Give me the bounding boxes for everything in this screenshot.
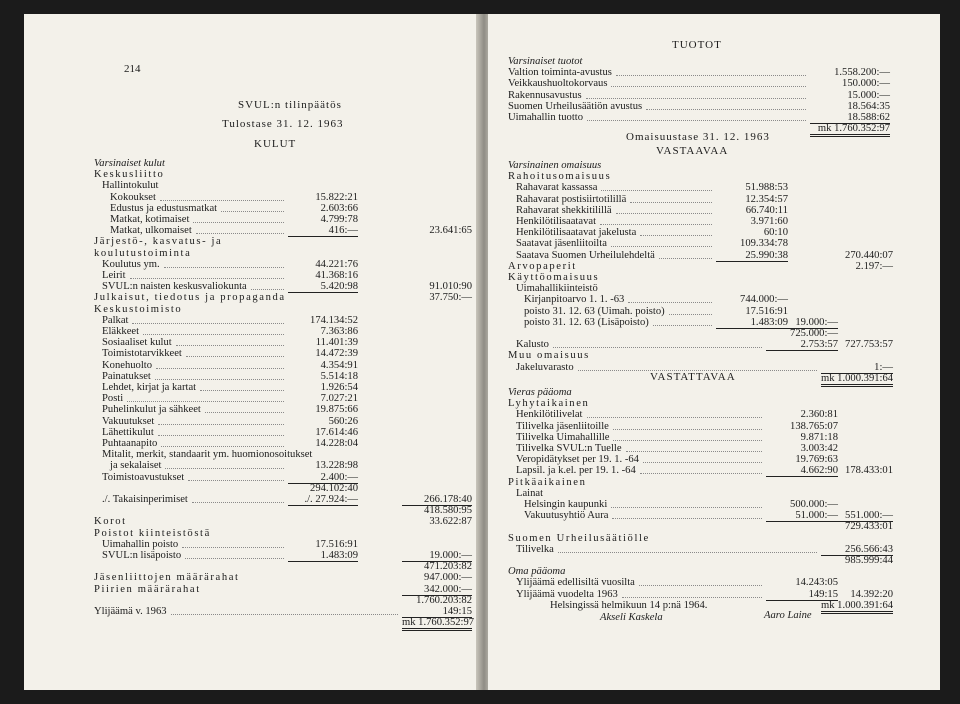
row-label: Piirien määrärahat (94, 583, 201, 595)
amount-c1: 744.000:— (740, 294, 788, 306)
leader-dots (628, 302, 712, 303)
amount-c3: 551.000:— (821, 510, 893, 522)
row-label: Tilivelka jäsenliitoille (516, 420, 609, 432)
leader-dots (196, 233, 284, 234)
amount-c2: 41.368:16 (315, 270, 358, 281)
row-label: koulutustoiminta (94, 247, 192, 259)
leader-dots (205, 412, 284, 413)
row-label: Veikkaushuoltokorvaus (508, 78, 608, 90)
amount-c1: 60:10 (763, 227, 788, 239)
row-label: Toimistoavustukset (102, 471, 185, 483)
leader-dots (630, 202, 712, 203)
leader-dots (616, 213, 712, 214)
liabilities-heading: VASTATTAVAA (650, 371, 736, 383)
amount-c2: ./. 27.924:— (288, 494, 358, 506)
income-statement-title: Tulostase 31. 12. 1963 (222, 118, 344, 130)
row-label: Puhtaanapito (102, 438, 158, 449)
leader-dots (158, 435, 284, 436)
row-label: Tilivelka Uimahallille (516, 431, 610, 443)
leader-dots (132, 323, 284, 324)
amount-c3: 150.000:— (842, 78, 890, 90)
row-label: Vakuutukset (102, 415, 155, 427)
amount-c2: 4.354:91 (320, 359, 358, 371)
income-heading: TUOTOT (672, 39, 722, 51)
leader-dots (186, 356, 284, 357)
row-label: Matkat, ulkomaiset (110, 225, 192, 237)
amount-c3: 342.000:— (402, 584, 472, 596)
leader-dots (558, 552, 817, 553)
leader-dots (669, 314, 712, 315)
row-label: Valtion toiminta-avustus (508, 67, 612, 79)
row-label: Puhelinkulut ja sähkeet (102, 404, 201, 416)
amount-c2: 2.360:81 (800, 409, 838, 421)
row-label: Korot (94, 516, 127, 528)
leader-dots (165, 468, 284, 469)
amount-c3: 91.010:90 (429, 281, 472, 293)
row-label: Kirjanpitoarvo 1. 1. -63 (524, 294, 625, 306)
row-label: Lyhytaikainen (508, 398, 590, 410)
expenses-heading: KULUT (254, 138, 297, 150)
row-label: Vieras pääoma (508, 387, 572, 398)
leader-dots (200, 390, 284, 391)
row-label: Konehuolto (102, 359, 153, 371)
amount-c3: 266.178:40 (402, 494, 472, 506)
row-label: Keskusliitto (94, 169, 165, 181)
amount-c3: mk 1.000.391:64 (821, 373, 893, 387)
amount-c3: 1:— (821, 362, 893, 374)
leader-dots (611, 246, 712, 247)
row-label: Henkilötilisaatavat (516, 216, 597, 227)
leader-dots (643, 462, 762, 463)
leader-dots (188, 480, 284, 481)
amount-c3: 727.753:57 (845, 339, 893, 351)
amount-c2: 1.483:09 (288, 550, 358, 562)
row-label: Rahoitusomaisuus (508, 171, 612, 183)
row-label: Rakennusavustus (508, 89, 582, 101)
leader-dots (127, 401, 284, 402)
amount-c2: 17.614:46 (315, 426, 358, 438)
row-label: Suomen Urheilusäätiön avustus (508, 100, 643, 112)
row-label: Lähettikulut (102, 426, 154, 438)
row-label: Arvopaperit (508, 260, 577, 272)
leader-dots (586, 98, 806, 99)
row-label: Kalusto (516, 339, 549, 351)
row-label: Ylijäämä edellisiltä vuosilta (516, 577, 635, 589)
leader-dots (182, 547, 284, 548)
amount-c2: 44.221:76 (315, 258, 358, 270)
row-label: Pitkäaikainen (508, 476, 587, 488)
row-label: Vakuutusyhtiö Aura (524, 510, 609, 522)
leader-dots (622, 597, 762, 598)
amount-c2: 5.420:98 (288, 281, 358, 293)
amount-c2: 15.822:21 (315, 191, 358, 203)
leader-dots (587, 120, 806, 121)
amount-c3: 14.392:20 (850, 588, 893, 600)
leader-dots (646, 109, 806, 110)
row-label: Uimahallikiinteistö (516, 283, 598, 295)
leader-dots (158, 424, 284, 425)
leader-dots (587, 417, 763, 418)
leader-dots (626, 451, 762, 452)
leader-dots (164, 267, 284, 268)
footer-place-date: Helsingissä helmikuun 14 p:nä 1964. (550, 600, 708, 611)
amount-c2: 7.027:21 (320, 393, 358, 405)
leader-dots (611, 507, 762, 508)
leader-dots (613, 440, 762, 441)
amount-c2: 19.875:66 (315, 404, 358, 416)
amount-c1: 17.516:91 (745, 305, 788, 317)
row-label: Rahavarat shekkitilillä (516, 204, 612, 216)
row-label: Posti (102, 393, 124, 405)
row-label: Tilivelka SVUL:n Tuelle (516, 443, 622, 454)
amount-c2: 5.514:18 (320, 370, 358, 382)
balance-sheet-title: Omaisuustase 31. 12. 1963 (626, 131, 770, 143)
leader-dots (251, 289, 284, 290)
leader-dots (221, 211, 284, 212)
leader-dots (161, 446, 284, 447)
leader-dots (612, 518, 762, 519)
amount-c3: 18.564:35 (847, 100, 890, 112)
leader-dots (130, 278, 284, 279)
amount-c2: 500.000:— (790, 499, 838, 510)
amount-c2: 2.603:66 (320, 202, 358, 214)
amount-c3: 1.760.203:82 (416, 594, 472, 606)
row-label: Eläkkeet (102, 326, 140, 337)
amount-c3: 985.999:44 (845, 555, 893, 566)
amount-c2: 4.662:90 (766, 465, 838, 477)
amount-c1: 109.334:78 (740, 238, 788, 250)
leader-dots (639, 585, 762, 586)
leader-dots (653, 325, 712, 326)
amount-c1: 25.990:38 (716, 250, 788, 262)
assets-heading: VASTAAVAA (656, 145, 729, 157)
amount-c3: 729.433:01 (845, 521, 893, 533)
row-label: Rahavarat kassassa (516, 182, 598, 194)
row-label: Leirit (102, 270, 126, 281)
amount-c2: 1.926:54 (320, 382, 358, 393)
amount-c1: 3.971:60 (750, 216, 788, 227)
amount-c3: 149:15 (402, 606, 472, 618)
row-label: Sosiaaliset kulut (102, 337, 172, 349)
leader-dots (640, 473, 762, 474)
row-label: Lapsil. ja k.el. per 19. 1. -64 (516, 465, 636, 477)
leader-dots (616, 75, 806, 76)
leader-dots (193, 222, 284, 223)
row-label: Jäsenliittojen määrärahat (94, 572, 240, 584)
leader-dots (640, 235, 712, 236)
leader-dots (185, 558, 284, 559)
amount-c2: 2.400:— (288, 472, 358, 484)
right-page (488, 14, 940, 690)
amount-c3: mk 1.000.391:64 (821, 600, 893, 614)
row-label: Kokoukset (110, 191, 156, 203)
amount-c1: 1.483:09 (716, 317, 788, 329)
amount-c2: 2.753:57 (766, 339, 838, 351)
leader-dots (155, 379, 284, 380)
amount-c2: 19.000:— (766, 317, 838, 329)
leader-dots (613, 429, 762, 430)
amount-c3: 15.000:— (847, 89, 890, 101)
row-label: Jakeluvarasto (516, 361, 574, 373)
amount-c3: 256.566:43 (821, 544, 893, 556)
row-label: Varsinainen omaisuus (508, 160, 602, 171)
leader-dots (553, 347, 762, 348)
row-label: Uimahallin tuotto (508, 112, 584, 123)
row-label: Käyttöomaisuus (508, 272, 600, 283)
amount-c3: 37.750:— (429, 292, 472, 304)
leader-dots (143, 334, 284, 335)
leader-dots (160, 200, 284, 201)
amount-c3: mk 1.760.352:97 (810, 123, 890, 137)
amount-c2: 17.516:91 (315, 538, 358, 550)
amount-c3: 471.203:82 (424, 561, 472, 573)
row-label: Julkaisut, tiedotus ja propaganda (94, 292, 286, 304)
row-label: Poistot kiinteistöstä (94, 527, 211, 539)
amount-c3: 2.197:— (855, 260, 893, 272)
leader-dots (176, 345, 284, 346)
row-label: Suomen Urheilusäätiölle (508, 532, 650, 544)
row-label: Palkat (102, 314, 129, 326)
row-label: Oma pääoma (508, 566, 566, 578)
row-label: Tilivelka (516, 543, 554, 555)
row-label: SVUL:n lisäpoisto (102, 550, 182, 561)
amount-c2: 9.871:18 (800, 431, 838, 443)
row-label: Keskustoimisto (94, 303, 183, 315)
row-label: Lainat (516, 487, 544, 499)
amount-c2: 725.000:— (790, 328, 838, 339)
amount-c3: 947.000:— (424, 572, 472, 584)
leader-dots (659, 258, 712, 259)
amount-c3: 418.580:95 (424, 505, 472, 517)
row-label: ja sekalaiset (110, 460, 162, 472)
amount-c2: 19.769:63 (795, 454, 838, 466)
left-page (24, 14, 480, 690)
row-label: Koulutus ym. (102, 258, 160, 270)
leader-dots (601, 190, 712, 191)
leader-dots (600, 224, 712, 225)
amount-c3: 1.558.200:— (834, 67, 890, 79)
amount-c2: 416:— (288, 225, 358, 237)
row-label: Järjestö-, kasvatus- ja (94, 236, 223, 248)
amount-c1: 51.988:53 (745, 182, 788, 194)
amount-c2: 294.102:40 (310, 482, 358, 494)
row-label: poisto 31. 12. 63 (Lisäpoisto) (524, 316, 649, 328)
amount-c2: 138.765:07 (790, 420, 838, 432)
row-label: SVUL:n naisten keskusvaliokunta (102, 281, 247, 293)
row-label: poisto 31. 12. 63 (Uimah. poisto) (524, 305, 665, 317)
amount-c3: 19.000:— (402, 550, 472, 562)
leader-dots (171, 614, 398, 615)
row-label: Veropidätykset per 19. 1. -64 (516, 454, 639, 466)
amount-c2: 14.243:05 (795, 577, 838, 589)
amount-c2: 560:26 (328, 415, 358, 427)
amount-c3: 23.641:65 (429, 225, 472, 237)
row-label: Edustus ja edustusmatkat (110, 202, 218, 214)
amount-c2: 14.228:04 (315, 438, 358, 449)
amount-c1: 12.354:57 (745, 193, 788, 205)
row-label: Matkat, kotimaiset (110, 214, 190, 225)
row-label: Ylijäämä vuodelta 1963 (516, 588, 618, 600)
row-label: Rahavarat postisiirtotilillä (516, 193, 627, 205)
row-label: Henkilötilisaatavat jakelusta (516, 227, 637, 239)
signature-akseli-kaskela: Akseli Kaskela (600, 612, 663, 623)
amount-c3: 178.433:01 (845, 465, 893, 477)
document-title: SVUL:n tilinpäätös (238, 99, 342, 111)
amount-c3: 18.588:62 (810, 112, 890, 124)
row-label: Henkilötilivelat (516, 409, 583, 421)
amount-c1: 66.740:11 (745, 204, 788, 216)
row-label: Saatavat jäsenliitoilta (516, 238, 607, 250)
amount-c3: 270.440:07 (845, 249, 893, 261)
row-label: Varsinaiset tuotot (508, 56, 583, 67)
amount-c2: 7.363:86 (320, 326, 358, 337)
row-label: Painatukset (102, 370, 151, 382)
amount-c3: mk 1.760.352:97 (402, 617, 472, 631)
row-label: Mitalit, merkit, standaarit ym. huomionosoitukset (102, 449, 313, 461)
amount-c2: 3.003:42 (800, 443, 838, 454)
amount-c3: 33.622:87 (429, 516, 472, 528)
row-label: Saatava Suomen Urheilulehdeltä (516, 249, 655, 261)
page-number: 214 (124, 63, 141, 75)
row-label: Hallintokulut (102, 180, 159, 192)
signature-aaro-laine: Aaro Laine (764, 610, 812, 621)
amount-c2: 11.401:39 (315, 337, 358, 349)
amount-c2: 174.134:52 (310, 314, 358, 326)
row-label: Toimistotarvikkeet (102, 348, 182, 360)
row-label: Lehdet, kirjat ja kartat (102, 382, 197, 393)
amount-c2: 13.228:98 (315, 460, 358, 472)
leader-dots (156, 368, 284, 369)
leader-dots (192, 502, 284, 503)
row-label: Ylijäämä v. 1963 (94, 606, 167, 617)
amount-c2: 51.000:— (766, 510, 838, 522)
row-label: Varsinaiset kulut (94, 158, 165, 169)
leader-dots (611, 86, 806, 87)
amount-c2: 14.472:39 (315, 348, 358, 360)
row-label: Muu omaisuus (508, 350, 590, 362)
row-label: Uimahallin poisto (102, 538, 179, 550)
row-label: ./. Takaisinperimiset (102, 494, 188, 505)
row-label: Helsingin kaupunki (524, 499, 608, 510)
amount-c2: 4.799:78 (320, 214, 358, 225)
amount-c2: 149:15 (766, 589, 838, 601)
